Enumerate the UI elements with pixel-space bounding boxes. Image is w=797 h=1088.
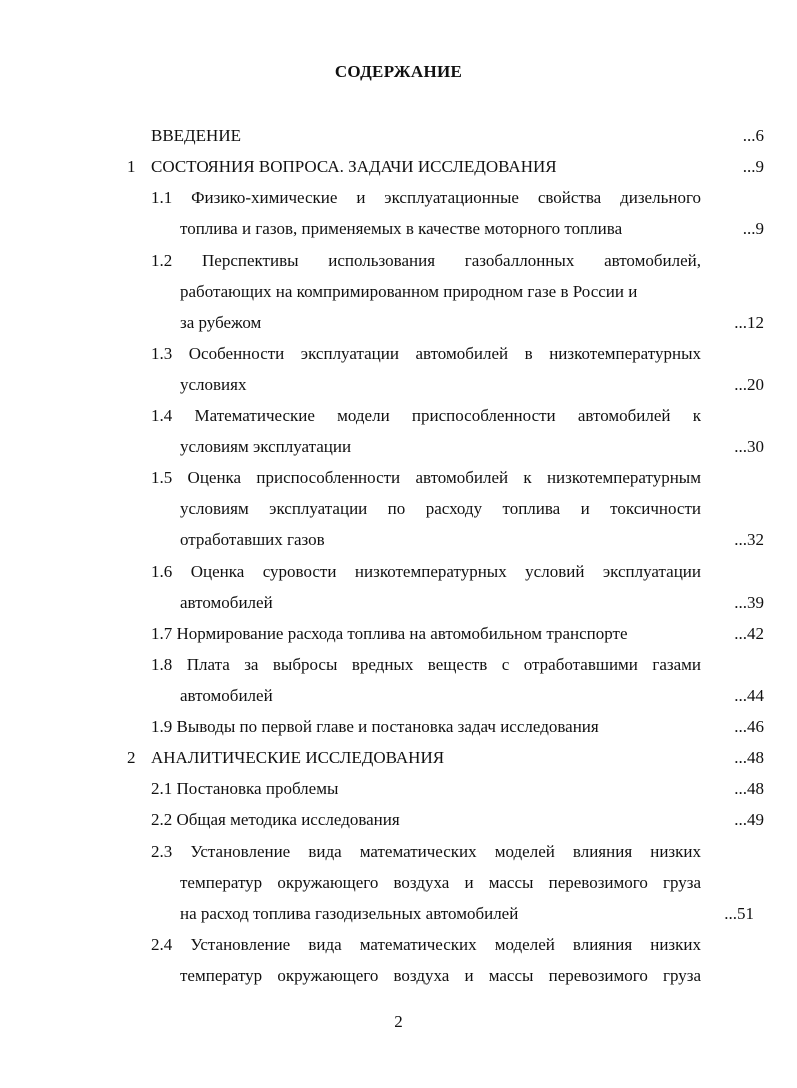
toc-entry-1-3-line-1: 1.3 Особенности эксплуатации автомобилей в низкотемпературных [151,344,701,363]
toc-entry-2-3-line-1: 2.3 Установление вида математических моделей влияния низких [151,842,701,861]
toc-page-2-2: ...49 [734,810,764,829]
toc-entry-1-6-line-1: 1.6 Оценка суровости низкотемпературных условий эксплуатации [151,562,701,581]
toc-entry-1-8-line-2: автомобилей [180,686,273,705]
page-number: 2 [394,1012,403,1031]
toc-entry-1-3-line-2: условиях [180,375,247,394]
toc-page-1-1: ...9 [742,219,764,238]
toc-page-1-3: ...20 [734,375,764,394]
toc-entry-2-3-line-3: на расход топлива газодизельных автомобилей [180,904,519,923]
toc-page-1-8: ...44 [734,686,764,705]
toc-entry-1-8-line-1: 1.8 Плата за выбросы вредных веществ с отработавшими газами [151,655,701,674]
toc-entry-2-2: 2.2 Общая методика исследования [151,810,400,829]
toc-page-1-5: ...32 [734,530,764,549]
toc-entry-1-9: 1.9 Выводы по первой главе и постановка задач исследования [151,717,599,736]
toc-page-intro: ...6 [742,126,764,145]
toc-entry-1-2-line-1: 1.2 Перспективы использования газобаллонных автомобилей, [151,251,701,270]
toc-entry-1-7: 1.7 Нормирование расхода топлива на автомобильном транспорте [151,624,628,643]
toc-page-2-1: ...48 [734,779,764,798]
toc-page-2-3: ...51 [724,904,754,923]
toc-page-1-6: ...39 [734,593,764,612]
toc-entry-2-3-line-2: температур окружающего воздуха и массы перевозимого груза [180,873,701,892]
toc-entry-1-6-line-2: автомобилей [180,593,273,612]
toc-entry-2-4-line-2: температур окружающего воздуха и массы перевозимого груза [180,966,701,985]
toc-entry-1-5-line-2: условиям эксплуатации по расходу топлива и токсичности [180,499,701,518]
toc-entry-1-2-line-3: за рубежом [180,313,262,332]
toc-chapter-1-title: СОСТОЯНИЯ ВОПРОСА. ЗАДАЧИ ИССЛЕДОВАНИЯ [151,157,557,176]
toc-page-1-2: ...12 [734,313,764,332]
toc-page-1-4: ...30 [734,437,764,456]
toc-entry-1-2-line-2: работающих на компримированном природном газе в России и [180,282,638,301]
toc-page-chapter-2: ...48 [734,748,764,767]
toc-entry-intro: ВВЕДЕНИЕ [151,126,241,145]
toc-entry-1-1-line-1: 1.1 Физико-химические и эксплуатационные свойства дизельного [151,188,701,207]
toc-entry-2-1: 2.1 Постановка проблемы [151,779,339,798]
toc-chapter-2-number: 2 [127,748,136,767]
toc-chapter-1-number: 1 [127,157,136,176]
toc-entry-1-4-line-2: условиям эксплуатации [180,437,352,456]
toc-entry-1-5-line-1: 1.5 Оценка приспособленности автомобилей к низкотемпературным [151,468,701,487]
toc-page-1-9: ...46 [734,717,764,736]
toc-entry-1-5-line-3: отработавших газов [180,530,325,549]
toc-page-1-7: ...42 [734,624,764,643]
toc-entry-1-4-line-1: 1.4 Математические модели приспособленности автомобилей к [151,406,701,425]
toc-entry-1-1-line-2: топлива и газов, применяемых в качестве моторного топлива [180,219,623,238]
toc-page-chapter-1: ...9 [742,157,764,176]
toc-entry-2-4-line-1: 2.4 Установление вида математических моделей влияния низких [151,935,701,954]
toc-chapter-2-title: АНАЛИТИЧЕСКИЕ ИССЛЕДОВАНИЯ [151,748,445,767]
page-title: СОДЕРЖАНИЕ [334,62,463,81]
